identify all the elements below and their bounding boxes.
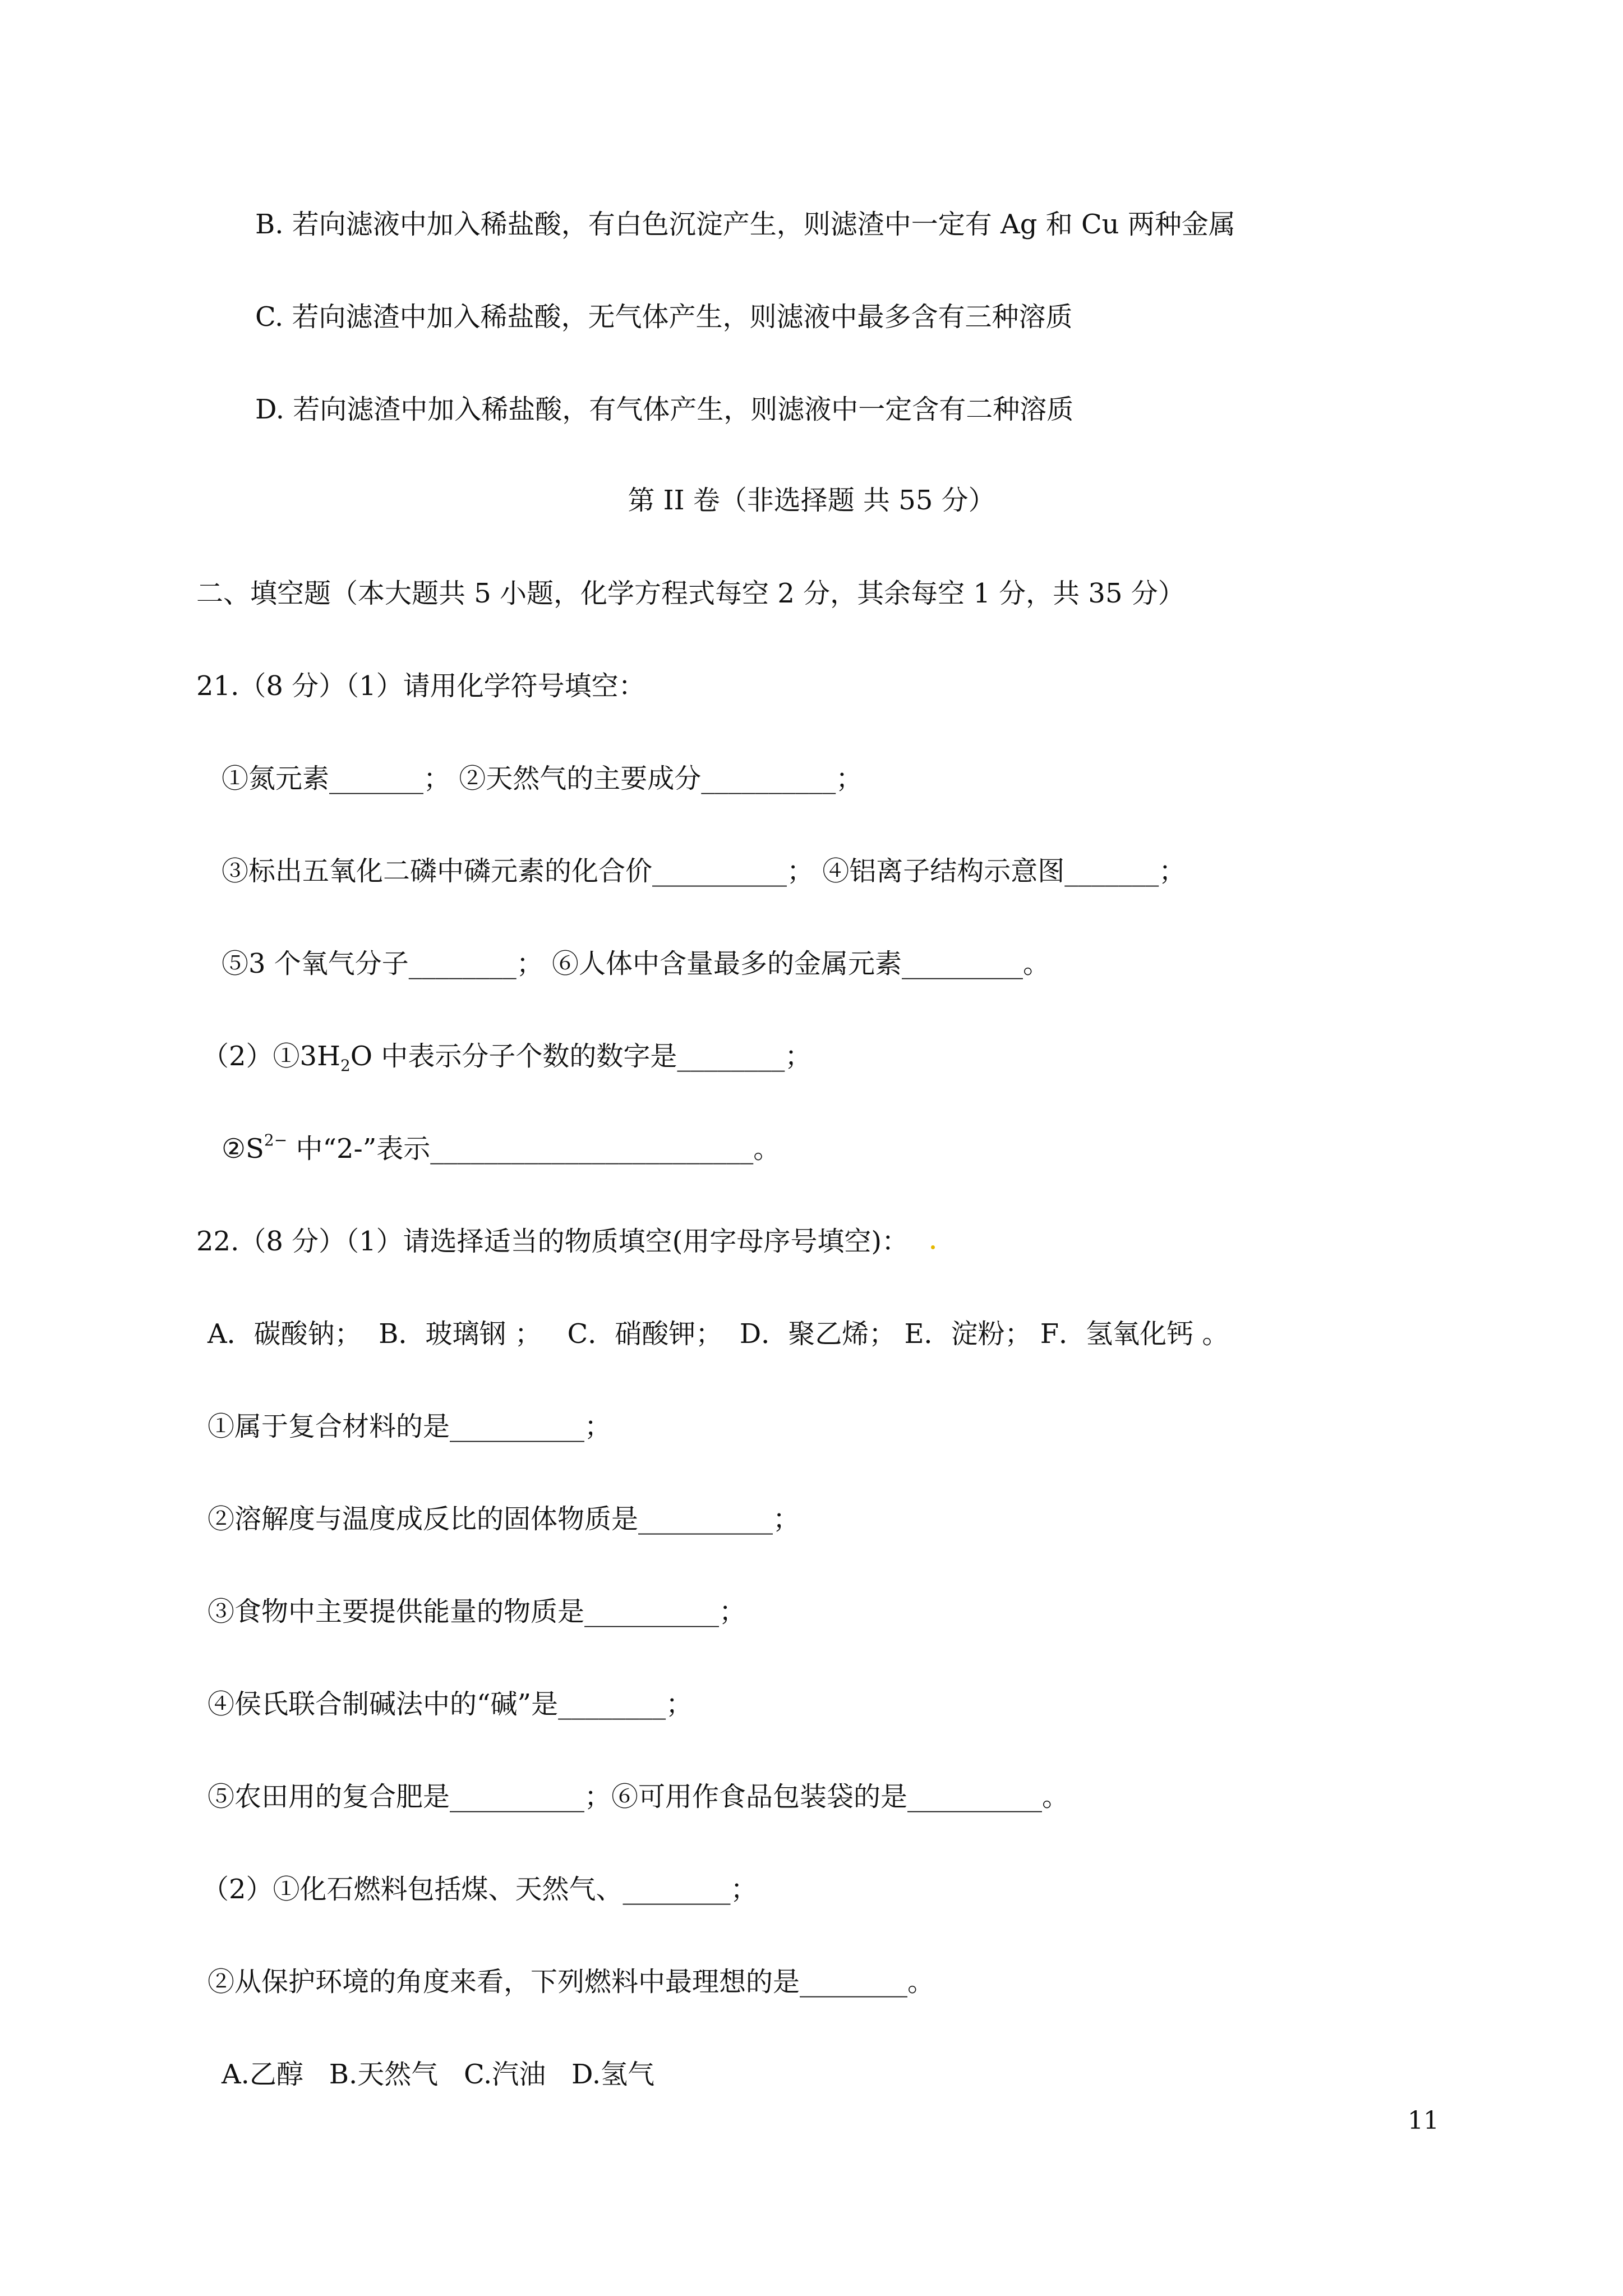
q21-line-2: ③标出五氧化二磷中磷元素的化合价__________； ④铝离子结构示意图_______； [222,855,1186,887]
stray-mark [931,1245,935,1249]
q22-item-4: ④侯氏联合制碱法中的“碱”是________； [208,1688,693,1720]
subscript-2: 2 [340,1056,351,1075]
q22-stem: 22.（8 分）（1）请选择适当的物质填空(用字母序号填空)： [196,1226,909,1257]
option-b: B. 若向滤液中加入稀盐酸，有白色沉淀产生，则滤渣中一定有 Ag 和 Cu 两种金属 [255,209,1235,240]
q22-part2-2: ②从保护环境的角度来看，下列燃料中最理想的是________。 [208,1966,935,1998]
part-title: 第 II 卷（非选择题 共 55 分） [628,485,995,516]
section-header: 二、填空题（本大题共 5 小题，化学方程式每空 2 分，其余每空 1 分，共 35 分） [196,578,1185,609]
q21-stem: 21.（8 分）（1）请用化学符号填空： [196,670,645,702]
q22-choices: A．碳酸钠； B．玻璃钢 ； C．硝酸钾； D．聚乙烯； E．淀粉； F．氢氧化钙 。 [208,1318,1229,1350]
q22-item-3: ③食物中主要提供能量的物质是__________； [208,1596,746,1627]
q21-line-4-a: （2）①3H [202,1041,340,1072]
q22-part2-1: （2）①化石燃料包括煤、天然气、________； [202,1874,758,1905]
q21-line-5-b: 中“2-”表示________________________。 [287,1133,781,1165]
q21-line-5-a: ②S [222,1133,264,1165]
q21-line-4-b: O 中表示分子个数的数字是________； [350,1041,812,1072]
option-d: D. 若向滤渣中加入稀盐酸，有气体产生，则滤液中一定含有二种溶质 [255,394,1074,425]
option-c: C. 若向滤渣中加入稀盐酸，无气体产生，则滤液中最多含有三种溶质 [255,301,1073,333]
q22-item-1: ①属于复合材料的是__________； [208,1411,612,1442]
page-number: 11 [1408,2106,1439,2135]
q21-line-1: ①氮元素_______； ②天然气的主要成分__________； [222,763,863,794]
q21-line-5 [222,1132,780,1166]
q21-line-3: ⑤3 个氧气分子________； ⑥人体中含量最多的金属元素_________。 [222,948,1050,979]
superscript-charge: 2− [264,1131,288,1149]
q21-line-4 [202,1039,811,1073]
q22-part2-options: A.乙醇 B.天然气 C.汽油 D.氢气 [222,2059,655,2090]
q22-item-5: ⑤农田用的复合肥是__________；⑥可用作食品包装袋的是__________。 [208,1781,1069,1812]
q22-item-2: ②溶解度与温度成反比的固体物质是__________； [208,1503,800,1535]
